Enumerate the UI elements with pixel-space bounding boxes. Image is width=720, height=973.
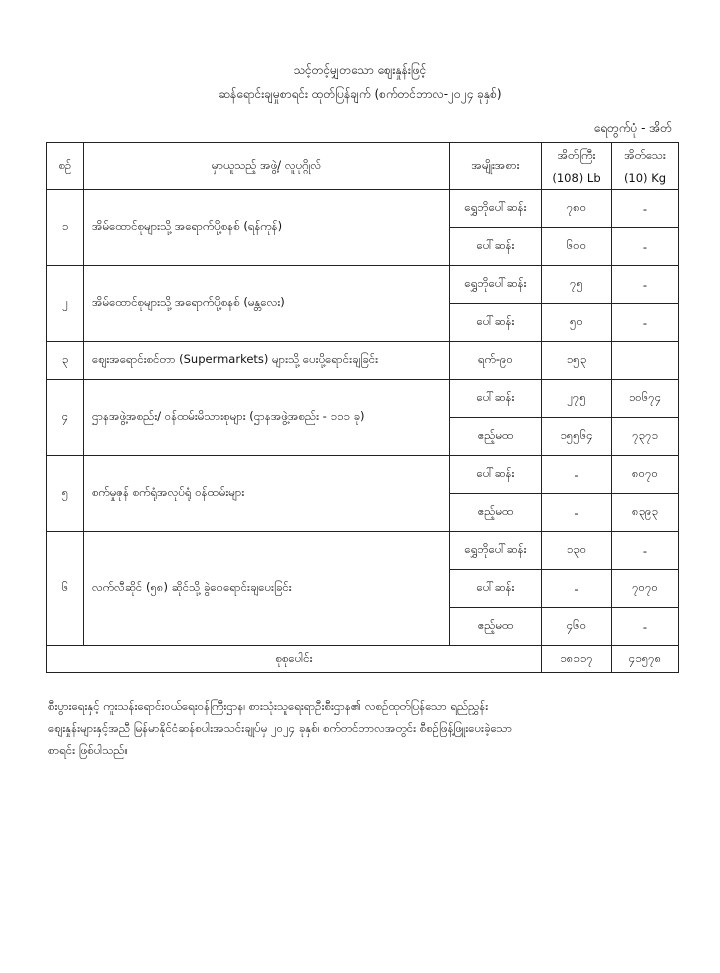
footer-line: ဈေးနှုန်းများနှင့်အညီ မြန်မာနိုင်ငံဆန်စပါးအသင်းချုပ်မှ ၂၀၂၄ ခုနှစ်၊ စက်တင်ဘာလအတွင်း စီစဉ်ဖြန့်ဖြူးပေးခဲ့သော	[48, 721, 513, 735]
sales-table	[46, 142, 679, 673]
big-bag-cell: ၇၅	[542, 266, 612, 304]
table-row	[47, 190, 679, 228]
header-row	[47, 143, 679, 190]
col-header-small-bag	[612, 143, 679, 190]
rice-type-cell: ပေါ်ဆန်း	[450, 228, 542, 266]
footer-line: စီးပွားရေးနှင့် ကူးသန်းရောင်းဝယ်ရေးဝန်ကြီးဌာန၊ စားသုံးသူရေးရာဦးစီးဌာန၏ လစဉ်ထုတ်ပြန်သော ရည်ညွှန်း	[48, 699, 489, 713]
big-bag-cell: ၂၇၅	[542, 380, 612, 418]
row-number: ၆	[47, 532, 84, 646]
small-bag-cell: ၈၃၉၃	[612, 494, 679, 532]
col-header-big-bag	[542, 143, 612, 190]
rice-type-cell: ပေါ်ဆန်း	[450, 570, 542, 608]
footer-line: စာရင်း ဖြစ်ပါသည်။	[48, 743, 128, 757]
big-bag-cell: ၇၈၀	[542, 190, 612, 228]
row-number: ၃	[47, 342, 84, 380]
unit-label: ရေတွက်ပုံ - အိတ်	[593, 121, 672, 135]
row-number: ၄	[47, 380, 84, 456]
small-bag-cell	[612, 342, 679, 380]
table-row	[47, 456, 679, 494]
organization-cell: လက်လီဆိုင် (၅၈) ဆိုင်သို့ ခွဲဝေရောင်းချပေးခြင်း	[84, 532, 450, 646]
organization-cell: စက်မှုဇုန် စက်ရုံအလုပ်ရုံ ဝန်ထမ်းများ	[84, 456, 450, 532]
rice-type-cell: ပေါ်ဆန်း	[450, 304, 542, 342]
small-bag-cell: ၁၀၆၇၄	[612, 380, 679, 418]
small-bag-cell: -	[612, 608, 679, 646]
rice-type-cell: ဧည့်မထ	[450, 418, 542, 456]
big-bag-cell: ၁၅၃	[542, 342, 612, 380]
small-bag-cell: -	[612, 304, 679, 342]
big-bag-cell: ၄၆၀	[542, 608, 612, 646]
total-row	[47, 646, 679, 673]
rice-type-cell: ရွှေဘိုပေါ်ဆန်း	[450, 266, 542, 304]
col-header-organization: မှာယူသည့် အဖွဲ့/ လူပုဂ္ဂိုလ်	[84, 143, 450, 190]
organization-cell: ဌာနအဖွဲ့အစည်း/ ဝန်ထမ်းမိသားစုများ (ဌာနအဖွဲ့အစည်း - ၁၁၁ ခု)	[84, 380, 450, 456]
rice-type-cell: ပေါ်ဆန်း	[450, 380, 542, 418]
small-bag-cell: ၈၀၇၀	[612, 456, 679, 494]
rice-type-cell: ပေါ်ဆန်း	[450, 456, 542, 494]
big-bag-cell: -	[542, 570, 612, 608]
total-small-bag: ၄၁၅၇၈	[612, 646, 679, 673]
organization-cell: အိမ်ထောင်စုများသို့ အရောက်ပို့စနစ် (ရန်ကုန်)	[84, 190, 450, 266]
small-bag-cell: -	[612, 228, 679, 266]
organization-cell: ဈေးအရောင်းစင်တာ (Supermarkets) များသို့ ပေးပို့ရောင်းချခြင်း	[84, 342, 450, 380]
big-bag-cell: ၅၀	[542, 304, 612, 342]
document-subtitle: ဆန်ရောင်းချမှုစာရင်း ထုတ်ပြန်ချက် (စက်တင်ဘာလ-၂၀၂၄ ခုနှစ်)	[218, 87, 502, 101]
table-row	[47, 266, 679, 304]
row-number: ၂	[47, 266, 84, 342]
rice-type-cell: ရွှေဘိုပေါ်ဆန်း	[450, 190, 542, 228]
col-header-type: အမျိုးအစား	[450, 143, 542, 190]
rice-type-cell: ရက်-၉၀	[450, 342, 542, 380]
total-big-bag: ၁၈၁၁၇	[542, 646, 612, 673]
col-header-no: စဉ်	[47, 143, 84, 190]
row-number: ၁	[47, 190, 84, 266]
row-number: ၅	[47, 456, 84, 532]
rice-type-cell: ရွှေဘိုပေါ်ဆန်း	[450, 532, 542, 570]
small-bag-cell: -	[612, 532, 679, 570]
big-bag-unit: (108) Lb	[552, 170, 601, 185]
footer-note	[48, 695, 688, 761]
table-row	[47, 342, 679, 380]
table-row	[47, 532, 679, 570]
big-bag-label: အိတ်ကြီး	[557, 147, 596, 162]
small-bag-cell: -	[612, 266, 679, 304]
big-bag-cell: -	[542, 494, 612, 532]
big-bag-cell: ၁၅၅၆၄	[542, 418, 612, 456]
big-bag-cell: -	[542, 456, 612, 494]
organization-cell: အိမ်ထောင်စုများသို့ အရောက်ပို့စနစ် (မန္တလေး)	[84, 266, 450, 342]
rice-type-cell: ဧည့်မထ	[450, 608, 542, 646]
small-bag-label: အိတ်သေး	[624, 147, 666, 162]
table-row	[47, 380, 679, 418]
rice-type-cell: ဧည့်မထ	[450, 494, 542, 532]
document-title: သင့်တင့်မျှတသော ဈေးနှုန်းဖြင့်	[293, 63, 427, 77]
big-bag-cell: ၆၀၀	[542, 228, 612, 266]
total-label: စုစုပေါင်း	[47, 646, 542, 673]
small-bag-unit: (10) Kg	[623, 170, 667, 185]
small-bag-cell: ၇၀၇၀	[612, 570, 679, 608]
small-bag-cell: ၇၃၇၁	[612, 418, 679, 456]
small-bag-cell: -	[612, 190, 679, 228]
big-bag-cell: ၁၃၀	[542, 532, 612, 570]
